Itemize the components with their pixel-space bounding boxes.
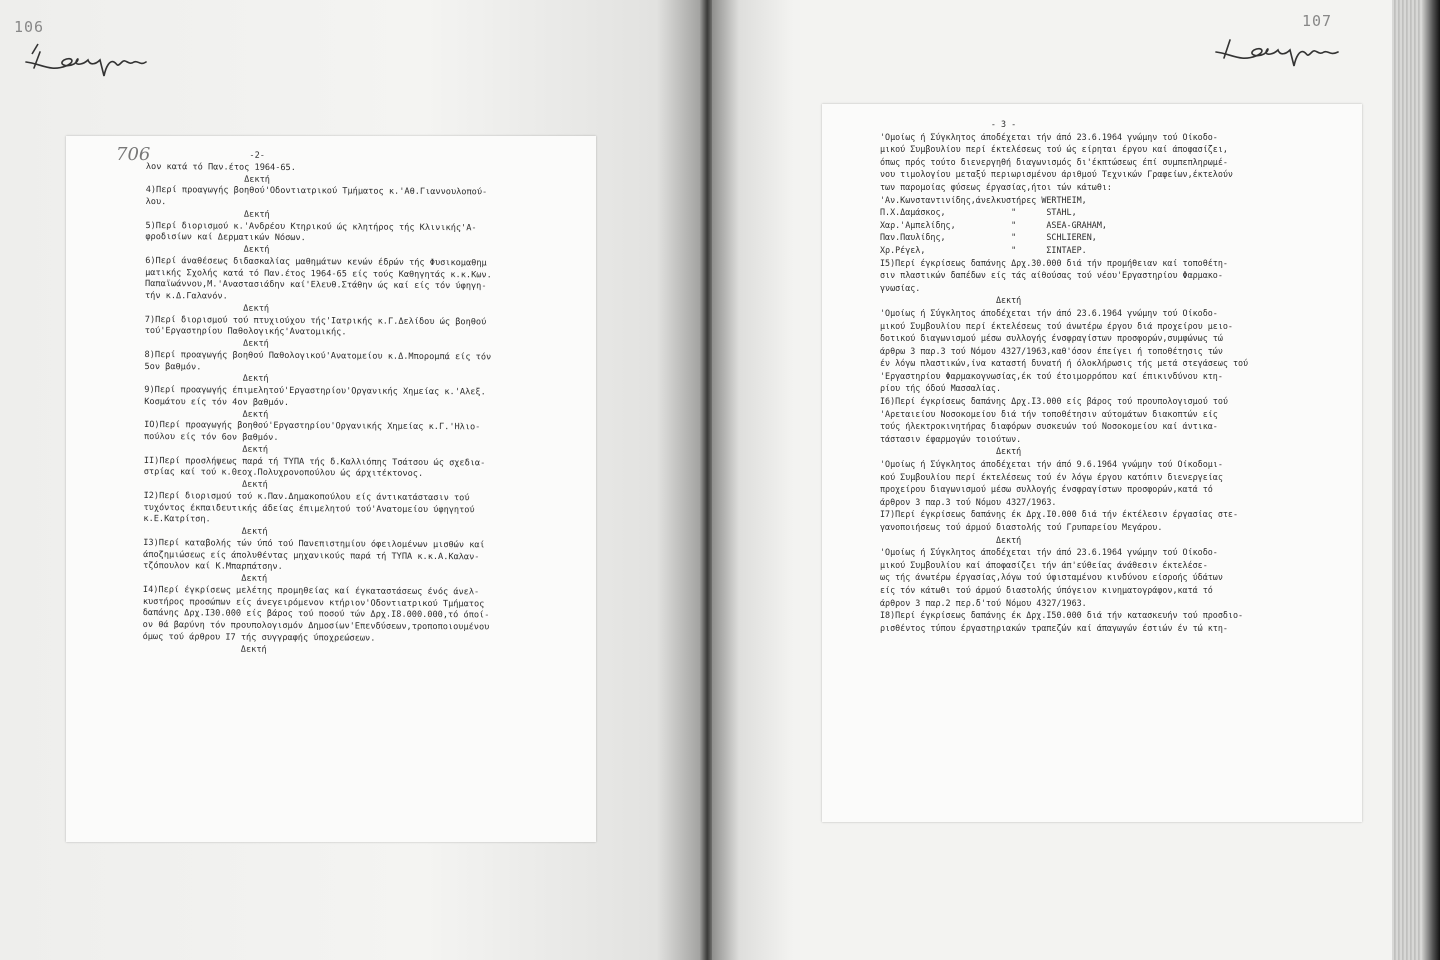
page-edges bbox=[1392, 0, 1440, 960]
left-typed-text: -2- λον κατά τό Παν.έτος 1964-65. Δεκτή 4)Περί προαγωγής βοηθού'Οδοντιατρικού Τμήματος κ.'Αθ.Γιαννουλοπού- λου. Δεκτή 5)Περί διορισμού κ.'Ανδρέου Κτηρικού ώς κλητήρος τής Κλινικής'Α- φροδισίων καί Δερματικών Νόσων. Δεκτή 6)Περί άναθέσεως διδασκαλίας μαθημάτων κενών έδρών τής Φυσικομαθημ ματικής Σχολής κατά τό Παν.έτος 1964-65 είς τούς Καθηγητάς κ.κ.Κων. Παπαϊωάννου,Μ.'Αναστασιάδην καί'Ελευθ.Στάθην ώς καί είς τόν ύφηγη- τήν κ.Δ.Γαλανόν. Δεκτή 7)Περί διορισμού τού πτυχιούχου τής'Ιατρικής κ.Γ.Δελίδου ώς βοηθού τού'Εργαστηρίου Παθολογικής'Ανατομικής. Δεκτή 8)Περί προαγωγής βοηθού Παθολογικού'Ανατομείου κ.Δ.Μπορομπά είς τόν 5ον βαθμόν. Δεκτή 9)Περί προαγωγής έπιμελητού'Εργαστηρίου'Οργανικής Χημείας κ.'Αλεξ. Κοσμάτου είς τόν 4ον βαθμόν. Δεκτή ΙΟ)Περί προαγωγής βοηθού'Εργαστηρίου'Οργανικής Χημείας κ.Γ.'Ηλιο- πούλου είς τόν 6ον βαθμόν. Δεκτή ΙΙ)Περί προσλήψεως παρά τή ΤΥΠΑ τής δ.Καλλιόπης Τσάτσου ώς σχεδια- στρίας καί τού κ.Θεοχ.Πολυχρονοπούλου ώς άρχιτέκτονος. Δεκτή Ι2)Περί διορισμού τού κ.Παν.Δημακοπούλου είς άντικατάστασιν τού τυχόντος έκπαιδευτικής άδείας έπιμελητού τού'Ανατομείου ύφηγητού κ.Ε.Κατρίτση. Δεκτή Ι3)Περί καταβολής τών ύπό τού Πανεπιστημίου όφειλομένων μισθών καί άποζημιώσεως είς άπολυθέντας μηχανικούς παρά τή ΤΥΠΑ κ.κ.Α.Καλαν- τζόπουλον καί Κ.Μπαρπάτσην. Δεκτή Ι4)Περί έγκρίσεως μελέτης προμηθείας καί έγκαταστάσεως ένός άνελ- κυστήρος προσώπων είς άνεγειρόμενον κτήριον'Οδοντιατρικού Τμήματος δαπάνης Δρχ.Ι30.000 είς βάρος τού ποσού τών Δρχ.Ι8.000.000,τό όποί- ον θά βαρύνη τόν προυπολογισμόν Δημοσίων'Επενδύσεων,τροποποιουμένου όμως τού άρθρου Ι7 τής συγγραφής ύποχρεώσεων. Δεκτή bbox=[142, 150, 492, 655]
right-page-number-text: 107 bbox=[1302, 12, 1333, 30]
left-page bbox=[0, 0, 706, 960]
left-signature bbox=[22, 36, 162, 84]
handwritten-folio-number: 706 bbox=[116, 144, 151, 165]
right-page-number bbox=[1302, 12, 1332, 30]
right-signature bbox=[1210, 30, 1350, 78]
left-page-number bbox=[14, 18, 44, 36]
left-page-number-text: 106 bbox=[14, 18, 45, 36]
right-typed-text: - 3 - 'Ομοίως ή Σύγκλητος άποδέχεται τήν άπό 23.6.1964 γνώμην τού Οίκοδο- μικού Συμβουλίου περί έκτελέσεως τού ώς είρηται έργου καί άποφασίζει, όπως πρός τούτο διενεργηθή διαγωνισμός δι'έκπτώσεως έπί συμπεπληρωμέ- νου τιμολογίου μεταξύ περιωρισμένου άριθμού Τεχνικών Γραφείων,έκτελούν των παρομοίας φύσεως έργασίας,ήτοι τών κάτωθι: 'Αν.Κωνσταντινίδης,άνελκυστήρες WERTHEIM, Π.Χ.Δαμάσκος, " STAHL, Χαρ.'Αμπελίδης, " ASEA-GRAHAM, Παν.Παυλίδης, " SCHLIEREN, Χρ.Ρέγελ, " ΣΙΝΤΑΕΡ. Ι5)Περί έγκρίσεως δαπάνης Δρχ.30.000 διά τήν προμήθειαν καί τοποθέτη- σιν πλαστικών δαπέδων είς τάς αίθούσας τού νέου'Εργαστηρίου Φαρμακο- γνωσίας. Δεκτή 'Ομοίως ή Σύγκλητος άποδέχεται τήν άπό 23.6.1964 γνώμην τού Οίκοδο- μικού Συμβουλίου περί έκτελέσεως τού άνωτέρω έργου διά προχείρου μειο- δοτικού διαγωνισμού μέσω συλλογής ένσφραγίστων προσφορών,συμφώνως τώ άρθρω 3 παρ.3 τού Νόμου 4327/1963,καθ'όσον έπείγει ή τοποθέτησις τών έν λόγω πλαστικών,ίνα καταστή δυνατή ή όλοκλήρωσις τής μετά στεγάσεως τού 'Εργαστηρίου Φαρμακογνωσίας,έκ τού έτοιμορρόπου καί έπικινδύνου κτη- ρίου τής όδού Μασσαλίας. Ι6)Περί έγκρίσεως δαπάνης Δρχ.Ι3.000 είς βάρος τού προυπολογισμού τού 'Αρεταιείου Νοσοκομείου διά τήν τοποθέτησιν αύτομάτων διακοπτών είς τούς ήλεκτροκινητήρας διαφόρων συσκευών τού Νοσοκομείου καί άντικα- τάστασιν έφαρμογών τοιούτων. Δεκτή 'Ομοίως ή Σύγκλητος άποδέχεται τήν άπό 9.6.1964 γνώμην τού Οίκοδομι- κού Συμβουλίου περί έκτελέσεως τού έν λόγω έργου κατόπιν διενεργείας προχείρου διαγωνισμού μέσω συλλογής ένσφραγίστων προσφορών,κατά τό άρθρον 3 παρ.3 τού Νόμου 4327/1963. Ι7)Περί έγκρίσεως δαπάνης έκ Δρχ.Ι0.000 διά τήν έκτέλεσιν έργασίας στε- γανοποιήσεως τού άρμού διαστολής τού Γρυπαρείου Μεγάρου. Δεκτή 'Ομοίως ή Σύγκλητος άποδέχεται τήν άπό 23.6.1964 γνώμην τού Οίκοδο- μικού Συμβουλίου καί άποφασίζει τήν άπ'εύθείας άνάθεσιν έκτελέσε- ως τής άνωτέρω έργασίας,λόγω τού ύφισταμένου κινδύνου είσροής ύδάτων είς τόν κάτωθι τού άρμού διαστολής ύπόγειον κινηματογράφον,κατά τό άρθρον 3 παρ.2 περ.δ'τού Νόμου 4327/1963. Ι8)Περί έγκρίσεως δαπάνης έκ Δρχ.Ι50.000 διά τήν κατασκευήν τού προσδιο- ρισθέντος τύπου έργαστηριακών τραπεζών καί άπαγωγών έστιών έν τώ κτη- bbox=[880, 119, 1249, 633]
